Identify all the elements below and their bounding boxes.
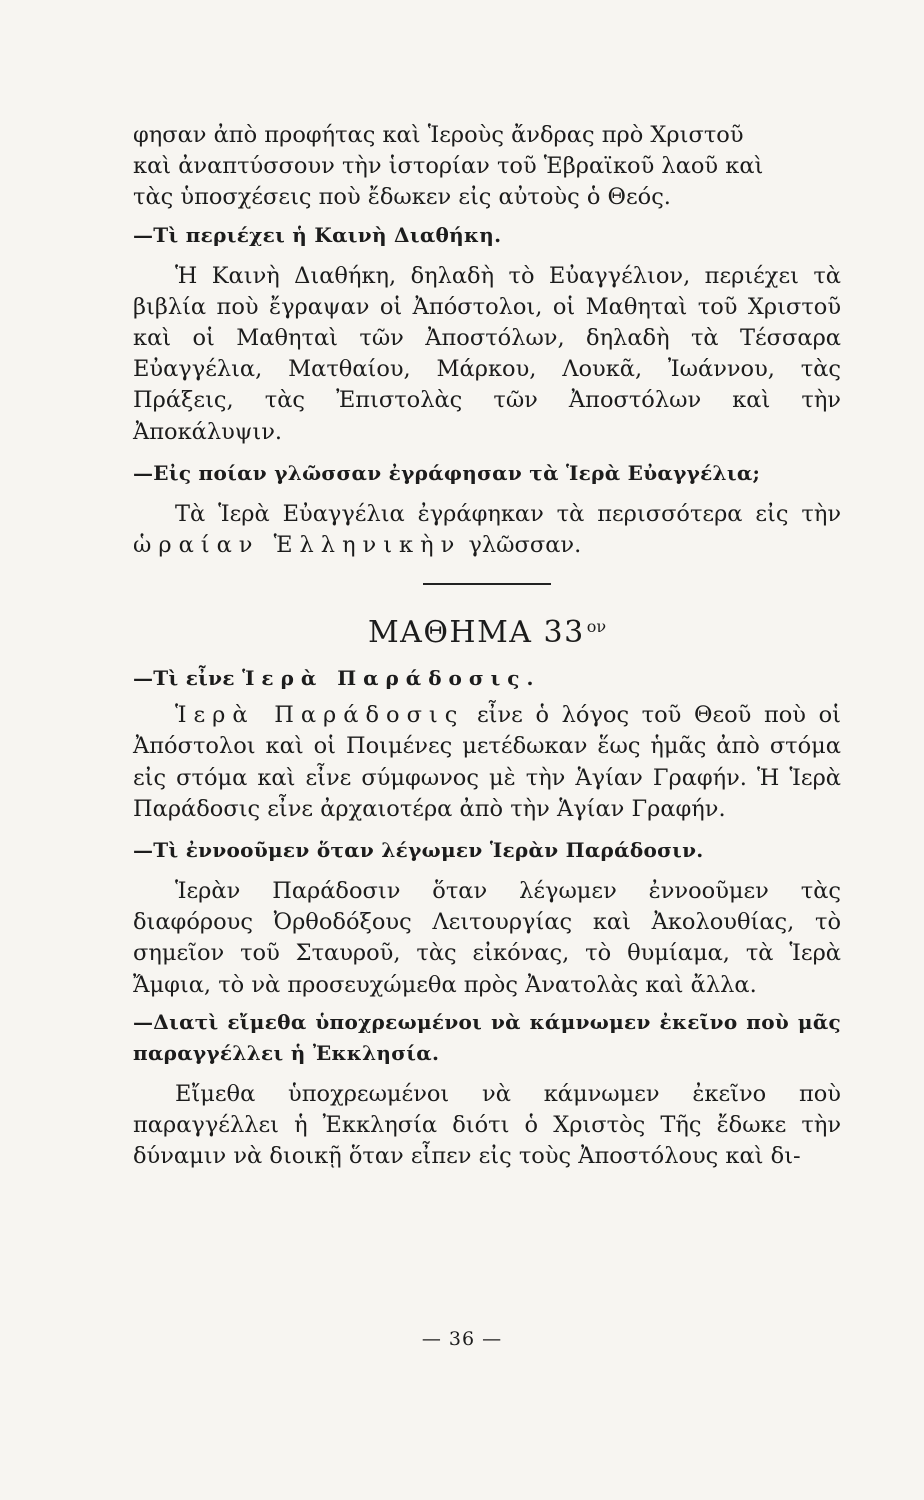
answer-paragraph: Εἴμεθα ὑποχρεωμένοι νὰ κάμνωμεν ἐκεῖνο ποὺ παραγγέλλει ἡ Ἐκκλησία διότι ὁ Χριστὸς Τῆς ἔδωκε τὴν δύναμιν νὰ διοικῇ ὅταν εἶπεν εἰς τοὺς Ἀποστόλους καὶ δι- — [133, 1080, 841, 1170]
answer-paragraph — [133, 499, 841, 561]
page-body — [133, 120, 841, 1370]
answer-text: εἶνε ὁ λόγος τοῦ Θεοῦ ποὺ οἱ Ἀπόστολοι καὶ οἱ Ποιμένες μετέδωκαν ἕως ἡμᾶς ἀπὸ στόμα εἰς στόμα καὶ εἶνε σύμφωνος μὲ τὴν Ἁγίαν Γραφήν. Ἡ Ἱερὰ Παράδοσις εἶνε ἀρχαιοτέρα ἀπὸ τὴν Ἁγίαν Γραφήν. — [133, 702, 841, 822]
continued-paragraph — [133, 120, 841, 214]
spaced-emphasis: Ἱερὰ Παράδοσις — [175, 702, 465, 729]
lesson-title — [133, 607, 841, 653]
answer-text: Τὰ Ἱερὰ Εὐαγγέλια ἐγράφηκαν τὰ περισσότερα εἰς τὴν — [175, 500, 841, 527]
section-divider — [423, 583, 551, 585]
text-line: τὰς ὑποσχέσεις ποὺ ἔδωκεν εἰς αὐτοὺς ὁ Θεός. — [133, 184, 671, 211]
spaced-emphasis: Ἱερὰ Παράδοσις. — [242, 666, 541, 691]
question-text: —Τὶ εἶνε — [133, 666, 235, 691]
question-heading: —Διατὶ εἴμεθα ὑποχρεωμένοι νὰ κάμνωμεν ἐκεῖνο ποὺ μᾶς παραγγέλλει ἡ Ἐκκλησία. — [133, 1009, 841, 1065]
answer-paragraph: Ἱερὰν Παράδοσιν ὅταν λέγωμεν ἐννοοῦμεν τὰς διαφόρους Ὀρθοδόξους Λειτουργίας καὶ Ἀκολουθίας, τὸ σημεῖον τοῦ Σταυροῦ, τὰς εἰκόνας, τὸ θυμίαμα, τὰ Ἱερὰ Ἄμφια, τὸ νὰ προσευχώμεθα πρὸς Ἀνατολὰς καὶ ἄλλα. — [133, 878, 841, 998]
question-heading: —Τὶ περιέχει ἡ Καινὴ Διαθήκη. — [133, 222, 502, 247]
page-number: — 36 — — [421, 1328, 503, 1350]
question-heading: —Τὶ ἐννοοῦμεν ὅταν λέγωμεν Ἱερὰν Παράδοσιν. — [133, 838, 704, 863]
text-line: καὶ ἀναπτύσσουν τὴν ἱστορίαν τοῦ Ἑβραϊκοῦ λαοῦ καὶ — [133, 153, 764, 180]
answer-text: γλῶσσαν. — [468, 532, 582, 559]
spaced-emphasis: ὡραίαν Ἑλληνικὴν — [133, 532, 462, 559]
answer-paragraph: Ἡ Καινὴ Διαθήκη, δηλαδὴ τὸ Εὐαγγέλιον, περιέχει τὰ βιβλία ποὺ ἔγραψαν οἱ Ἀπόστολοι, οἱ Μαθηταὶ τοῦ Χριστοῦ καὶ οἱ Μαθηταὶ τῶν Ἀποστόλων, δηλαδὴ τὰ Τέσσαρα Εὐαγγέλια, Ματθαίου, Μάρκου, Λουκᾶ, Ἰωάννου, τὰς Πράξεις, τὰς Ἐπιστολὰς τῶν Ἀποστόλων καὶ τὴν Ἀποκάλυψιν. — [133, 262, 841, 445]
lesson-ordinal-suffix: ον — [586, 617, 607, 637]
answer-paragraph — [133, 700, 841, 825]
question-heading — [133, 663, 841, 694]
text-line: φησαν ἀπὸ προφήτας καὶ Ἱεροὺς ἄνδρας πρὸ Χριστοῦ — [133, 122, 744, 148]
question-heading: —Εἰς ποίαν γλῶσσαν ἐγράφησαν τὰ Ἱερὰ Εὐαγγέλια; — [133, 460, 761, 485]
lesson-title-text: ΜΑΘΗΜΑ 33 — [367, 615, 585, 651]
